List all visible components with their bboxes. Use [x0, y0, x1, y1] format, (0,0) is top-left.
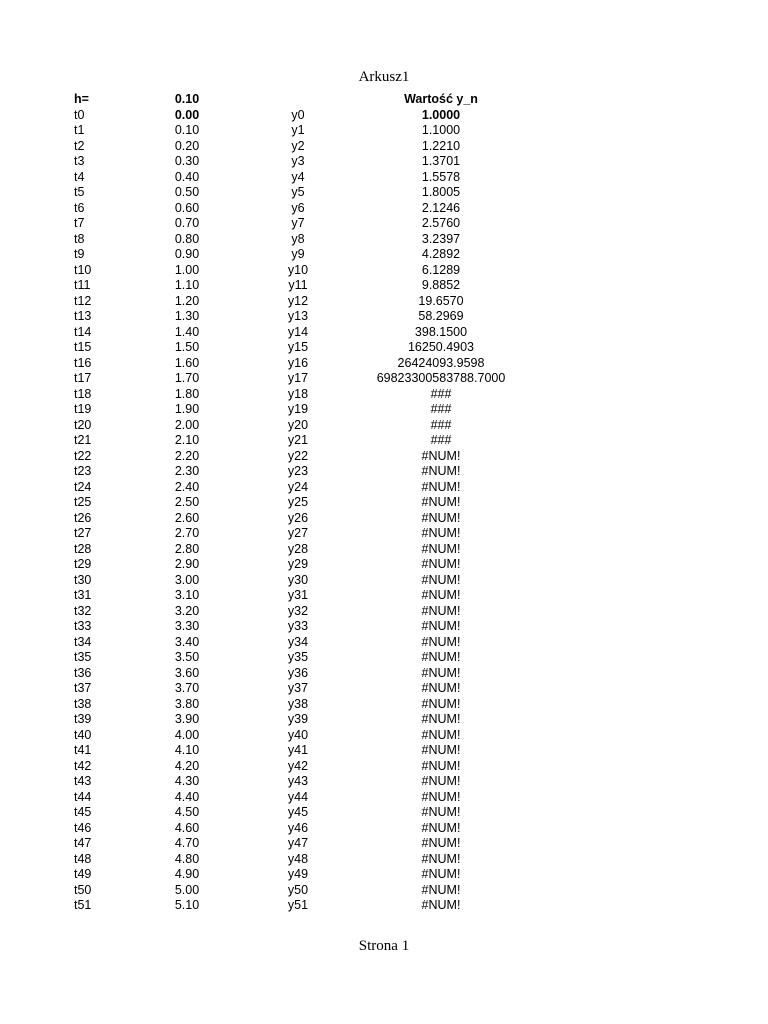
- y-index-cell: y42: [287, 758, 309, 773]
- time-index-cell: t12: [74, 293, 92, 308]
- time-value-cell: 2.50: [174, 495, 200, 509]
- y-value-cell: 69823300583788.7000: [376, 371, 506, 385]
- time-index-cell: t2: [74, 138, 85, 153]
- y-value-cell: 26424093.9598: [397, 355, 485, 370]
- table-row: [0, 681, 768, 697]
- time-value-cell: 1.20: [174, 293, 200, 308]
- y-value-cell: 1.3701: [421, 154, 461, 168]
- y-value-cell: #NUM!: [421, 712, 461, 726]
- y-value-cell: 3.2397: [421, 231, 461, 246]
- y-value-cell: 1.2210: [421, 138, 461, 153]
- table-row: [0, 232, 768, 248]
- time-index-cell: t8: [74, 231, 85, 246]
- time-value-cell: 4.00: [174, 727, 200, 742]
- time-value-cell: 2.00: [174, 417, 200, 432]
- y-index-cell: y0: [291, 107, 305, 122]
- y-index-cell: y9: [291, 247, 305, 261]
- table-row: [0, 790, 768, 806]
- time-value-cell: 0.30: [174, 154, 200, 168]
- y-value-cell: #NUM!: [421, 727, 461, 742]
- y-value-cell: #NUM!: [421, 851, 461, 866]
- y-value-cell: #NUM!: [421, 557, 461, 571]
- time-value-cell: 0.60: [174, 200, 200, 215]
- time-index-cell: t36: [74, 665, 92, 680]
- time-value-cell: 0.80: [174, 231, 200, 246]
- y-index-cell: y2: [291, 138, 305, 153]
- time-index-cell: t51: [74, 898, 92, 912]
- time-value-cell: 1.80: [174, 386, 200, 401]
- time-value-cell: 3.60: [174, 665, 200, 680]
- y-value-cell: 398.1500: [414, 324, 468, 339]
- time-index-cell: t24: [74, 479, 92, 494]
- y-index-cell: y29: [287, 557, 309, 571]
- y-index-cell: y27: [287, 526, 309, 540]
- time-value-cell: 5.00: [174, 882, 200, 897]
- time-value-cell: 2.30: [174, 464, 200, 478]
- y-value-cell: 1.0000: [421, 107, 461, 122]
- y-value-cell: 2.5760: [421, 216, 461, 230]
- time-value-cell: 0.20: [174, 138, 200, 153]
- table-row: [0, 449, 768, 465]
- y-value-cell: 1.5578: [421, 169, 461, 184]
- time-index-cell: t25: [74, 495, 92, 509]
- table-row: [0, 247, 768, 263]
- y-value-cell: ###: [430, 433, 452, 447]
- time-value-cell: 4.50: [174, 805, 200, 819]
- time-value-cell: 1.30: [174, 309, 200, 323]
- y-index-cell: y12: [287, 293, 309, 308]
- time-value-cell: 0.00: [174, 107, 200, 122]
- table-body: [0, 108, 768, 914]
- time-index-cell: t26: [74, 510, 92, 525]
- time-index-cell: t37: [74, 681, 92, 695]
- time-value-cell: 1.60: [174, 355, 200, 370]
- time-index-cell: t21: [74, 433, 92, 447]
- y-value-cell: #NUM!: [421, 758, 461, 773]
- time-value-cell: 0.50: [174, 185, 200, 199]
- time-index-cell: t38: [74, 696, 92, 711]
- time-index-cell: t10: [74, 262, 92, 277]
- time-value-cell: 1.10: [174, 278, 200, 292]
- y-index-cell: y22: [287, 448, 309, 463]
- time-value-cell: 4.40: [174, 789, 200, 804]
- table-row: [0, 433, 768, 449]
- y-value-cell: #NUM!: [421, 495, 461, 509]
- y-value-cell: #NUM!: [421, 820, 461, 835]
- table-row: [0, 635, 768, 651]
- time-index-cell: t0: [74, 107, 85, 122]
- y-index-cell: y34: [287, 634, 309, 649]
- table-row: [0, 371, 768, 387]
- time-index-cell: t28: [74, 541, 92, 556]
- time-index-cell: t7: [74, 216, 85, 230]
- table-row: [0, 542, 768, 558]
- y-index-cell: y51: [287, 898, 309, 912]
- table-row: [0, 464, 768, 480]
- time-value-cell: 4.80: [174, 851, 200, 866]
- y-index-cell: y6: [291, 200, 305, 215]
- y-value-cell: #NUM!: [421, 789, 461, 804]
- table-row: [0, 588, 768, 604]
- y-index-cell: y17: [287, 371, 309, 385]
- value-column-header: Wartość y_n: [404, 92, 478, 106]
- y-index-cell: y25: [287, 495, 309, 509]
- y-index-cell: y43: [287, 774, 309, 788]
- y-index-cell: y28: [287, 541, 309, 556]
- table-row: [0, 604, 768, 620]
- table-row: [0, 697, 768, 713]
- y-index-cell: y33: [287, 619, 309, 633]
- table-row: [0, 495, 768, 511]
- page-footer: Strona 1: [358, 938, 410, 954]
- y-value-cell: #NUM!: [421, 634, 461, 649]
- table-row: [0, 402, 768, 418]
- time-value-cell: 3.40: [174, 634, 200, 649]
- y-index-cell: y15: [287, 340, 309, 354]
- header-row: [0, 92, 768, 108]
- y-index-cell: y20: [287, 417, 309, 432]
- y-value-cell: #NUM!: [421, 572, 461, 587]
- time-value-cell: 0.90: [174, 247, 200, 261]
- table-row: [0, 216, 768, 232]
- table-row: [0, 154, 768, 170]
- table-row: [0, 650, 768, 666]
- y-value-cell: #NUM!: [421, 867, 461, 881]
- time-value-cell: 2.60: [174, 510, 200, 525]
- y-value-cell: 58.2969: [418, 309, 464, 323]
- y-value-cell: #NUM!: [421, 603, 461, 618]
- table-row: [0, 666, 768, 682]
- time-index-cell: t20: [74, 417, 92, 432]
- time-value-cell: 3.20: [174, 603, 200, 618]
- y-value-cell: #NUM!: [421, 882, 461, 897]
- y-index-cell: y3: [291, 154, 305, 168]
- step-label: h=: [74, 92, 89, 106]
- y-value-cell: #NUM!: [421, 805, 461, 819]
- y-index-cell: y46: [287, 820, 309, 835]
- time-index-cell: t3: [74, 154, 85, 168]
- y-index-cell: y35: [287, 650, 309, 664]
- y-value-cell: #NUM!: [421, 526, 461, 540]
- time-index-cell: t49: [74, 867, 92, 881]
- time-index-cell: t22: [74, 448, 92, 463]
- y-index-cell: y36: [287, 665, 309, 680]
- time-index-cell: t16: [74, 355, 92, 370]
- table-row: [0, 867, 768, 883]
- time-value-cell: 0.10: [174, 123, 200, 137]
- y-value-cell: 1.1000: [421, 123, 461, 137]
- y-index-cell: y8: [291, 231, 305, 246]
- y-value-cell: #NUM!: [421, 696, 461, 711]
- table-row: [0, 526, 768, 542]
- y-index-cell: y48: [287, 851, 309, 866]
- time-index-cell: t42: [74, 758, 92, 773]
- table-row: [0, 185, 768, 201]
- y-index-cell: y5: [291, 185, 305, 199]
- spreadsheet-table: [0, 92, 768, 914]
- table-row: [0, 898, 768, 914]
- y-value-cell: ###: [430, 417, 452, 432]
- y-value-cell: ###: [430, 402, 452, 416]
- time-index-cell: t13: [74, 309, 92, 323]
- time-value-cell: 0.40: [174, 169, 200, 184]
- table-row: [0, 883, 768, 899]
- table-row: [0, 480, 768, 496]
- table-row: [0, 108, 768, 124]
- table-row: [0, 743, 768, 759]
- table-row: [0, 774, 768, 790]
- time-index-cell: t27: [74, 526, 92, 540]
- y-index-cell: y14: [287, 324, 309, 339]
- table-row: [0, 201, 768, 217]
- table-row: [0, 356, 768, 372]
- time-index-cell: t4: [74, 169, 85, 184]
- y-value-cell: 1.8005: [421, 185, 461, 199]
- table-row: [0, 836, 768, 852]
- time-index-cell: t6: [74, 200, 85, 215]
- y-index-cell: y24: [287, 479, 309, 494]
- table-row: [0, 340, 768, 356]
- time-index-cell: t46: [74, 820, 92, 835]
- table-row: [0, 170, 768, 186]
- time-value-cell: 4.60: [174, 820, 200, 835]
- table-row: [0, 325, 768, 341]
- time-index-cell: t5: [74, 185, 85, 199]
- sheet-name-header: Arkusz1: [358, 69, 410, 85]
- time-index-cell: t50: [74, 882, 92, 897]
- time-value-cell: 4.10: [174, 743, 200, 757]
- time-index-cell: t30: [74, 572, 92, 587]
- y-index-cell: y40: [287, 727, 309, 742]
- table-row: [0, 278, 768, 294]
- table-row: [0, 139, 768, 155]
- y-value-cell: #NUM!: [421, 681, 461, 695]
- y-index-cell: y13: [287, 309, 309, 323]
- y-index-cell: y44: [287, 789, 309, 804]
- time-index-cell: t31: [74, 588, 92, 602]
- y-value-cell: #NUM!: [421, 743, 461, 757]
- time-value-cell: 4.90: [174, 867, 200, 881]
- y-index-cell: y16: [287, 355, 309, 370]
- time-index-cell: t47: [74, 836, 92, 850]
- time-value-cell: 5.10: [174, 898, 200, 912]
- time-value-cell: 1.90: [174, 402, 200, 416]
- time-index-cell: t17: [74, 371, 92, 385]
- time-value-cell: 2.20: [174, 448, 200, 463]
- y-index-cell: y50: [287, 882, 309, 897]
- y-value-cell: #NUM!: [421, 448, 461, 463]
- time-index-cell: t11: [74, 278, 91, 292]
- y-index-cell: y45: [287, 805, 309, 819]
- time-value-cell: 2.10: [174, 433, 200, 447]
- y-value-cell: #NUM!: [421, 588, 461, 602]
- time-index-cell: t48: [74, 851, 92, 866]
- table-row: [0, 294, 768, 310]
- time-index-cell: t39: [74, 712, 92, 726]
- y-value-cell: #NUM!: [421, 541, 461, 556]
- y-value-cell: #NUM!: [421, 510, 461, 525]
- y-index-cell: y4: [291, 169, 305, 184]
- table-row: [0, 712, 768, 728]
- time-value-cell: 3.70: [174, 681, 200, 695]
- y-index-cell: y30: [287, 572, 309, 587]
- y-value-cell: #NUM!: [421, 665, 461, 680]
- table-row: [0, 805, 768, 821]
- time-value-cell: 1.70: [174, 371, 200, 385]
- time-value-cell: 4.30: [174, 774, 200, 788]
- y-value-cell: 4.2892: [421, 247, 461, 261]
- time-index-cell: t40: [74, 727, 92, 742]
- table-row: [0, 511, 768, 527]
- table-row: [0, 557, 768, 573]
- table-row: [0, 418, 768, 434]
- y-value-cell: 2.1246: [421, 200, 461, 215]
- time-value-cell: 0.70: [174, 216, 200, 230]
- y-index-cell: y7: [291, 216, 305, 230]
- time-index-cell: t33: [74, 619, 92, 633]
- y-index-cell: y49: [287, 867, 309, 881]
- time-index-cell: t35: [74, 650, 92, 664]
- time-value-cell: 3.90: [174, 712, 200, 726]
- time-index-cell: t43: [74, 774, 92, 788]
- y-value-cell: ###: [430, 386, 452, 401]
- y-index-cell: y11: [288, 278, 308, 292]
- time-value-cell: 2.70: [174, 526, 200, 540]
- y-index-cell: y32: [287, 603, 309, 618]
- time-index-cell: t18: [74, 386, 92, 401]
- y-index-cell: y39: [287, 712, 309, 726]
- y-value-cell: #NUM!: [421, 619, 461, 633]
- table-row: [0, 387, 768, 403]
- table-row: [0, 263, 768, 279]
- y-value-cell: 6.1289: [421, 262, 461, 277]
- time-value-cell: 1.50: [174, 340, 200, 354]
- y-index-cell: y38: [287, 696, 309, 711]
- table-row: [0, 573, 768, 589]
- table-row: [0, 619, 768, 635]
- time-value-cell: 3.00: [174, 572, 200, 587]
- y-value-cell: #NUM!: [421, 774, 461, 788]
- y-index-cell: y1: [291, 123, 305, 137]
- y-value-cell: 19.6570: [418, 293, 464, 308]
- table-row: [0, 852, 768, 868]
- time-value-cell: 1.00: [174, 262, 200, 277]
- y-value-cell: 16250.4903: [407, 340, 475, 354]
- y-index-cell: y47: [287, 836, 309, 850]
- table-row: [0, 728, 768, 744]
- time-value-cell: 3.10: [174, 588, 200, 602]
- time-index-cell: t1: [74, 123, 85, 137]
- time-index-cell: t34: [74, 634, 92, 649]
- time-index-cell: t32: [74, 603, 92, 618]
- y-value-cell: #NUM!: [421, 464, 461, 478]
- time-value-cell: 3.80: [174, 696, 200, 711]
- y-value-cell: #NUM!: [421, 479, 461, 494]
- time-value-cell: 2.40: [174, 479, 200, 494]
- table-row: [0, 123, 768, 139]
- y-value-cell: #NUM!: [421, 898, 461, 912]
- time-index-cell: t19: [74, 402, 92, 416]
- step-value: 0.10: [174, 92, 200, 106]
- time-value-cell: 2.90: [174, 557, 200, 571]
- table-row: [0, 309, 768, 325]
- y-index-cell: y10: [287, 262, 309, 277]
- time-index-cell: t15: [74, 340, 92, 354]
- y-index-cell: y26: [287, 510, 309, 525]
- y-index-cell: y31: [287, 588, 309, 602]
- y-value-cell: #NUM!: [421, 836, 461, 850]
- time-index-cell: t23: [74, 464, 92, 478]
- time-value-cell: 3.30: [174, 619, 200, 633]
- time-index-cell: t45: [74, 805, 92, 819]
- time-index-cell: t41: [74, 743, 92, 757]
- time-index-cell: t29: [74, 557, 92, 571]
- y-index-cell: y18: [287, 386, 309, 401]
- table-row: [0, 759, 768, 775]
- time-index-cell: t9: [74, 247, 85, 261]
- time-index-cell: t44: [74, 789, 92, 804]
- y-index-cell: y23: [287, 464, 309, 478]
- table-row: [0, 821, 768, 837]
- time-index-cell: t14: [74, 324, 92, 339]
- time-value-cell: 4.70: [174, 836, 200, 850]
- time-value-cell: 2.80: [174, 541, 200, 556]
- time-value-cell: 3.50: [174, 650, 200, 664]
- y-value-cell: #NUM!: [421, 650, 461, 664]
- y-index-cell: y37: [287, 681, 309, 695]
- y-value-cell: 9.8852: [421, 278, 461, 292]
- y-index-cell: y21: [287, 433, 309, 447]
- y-index-cell: y19: [287, 402, 309, 416]
- y-index-cell: y41: [287, 743, 309, 757]
- time-value-cell: 4.20: [174, 758, 200, 773]
- time-value-cell: 1.40: [174, 324, 200, 339]
